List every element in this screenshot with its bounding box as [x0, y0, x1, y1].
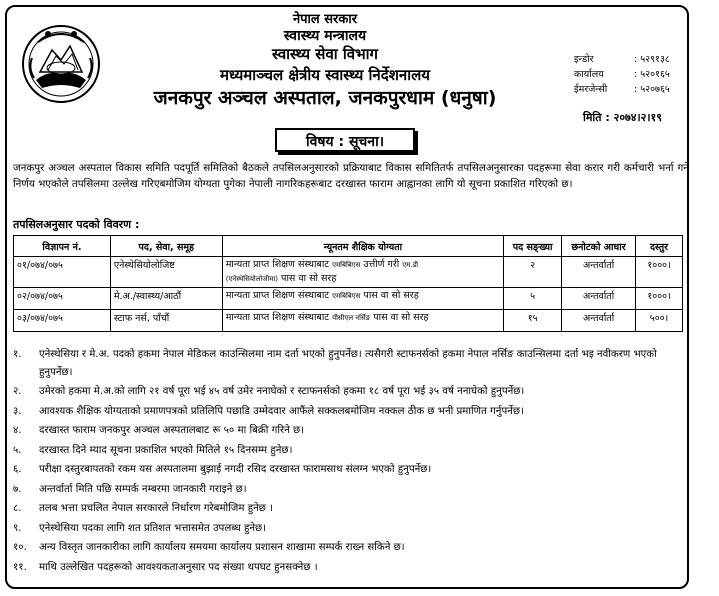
cell-ad-no: ०३/०७४/०७५	[14, 310, 111, 332]
subject-box: विषय : सूचना।	[275, 128, 415, 152]
col-fee: दस्तुर	[636, 236, 683, 257]
item-number: ५.	[13, 444, 22, 456]
qual-text: पास वा सो सरह	[363, 290, 419, 301]
cell-count: ५	[504, 288, 562, 310]
item-number: ११.	[13, 561, 27, 573]
list-item	[13, 346, 689, 382]
qual-degree: एमबिबिएस	[332, 261, 361, 269]
department-title: स्वास्थ्य सेवा विभाग	[272, 45, 378, 63]
cell-fee: ५००।	[636, 310, 683, 332]
qual-degree: एमबिबिएस	[332, 292, 361, 300]
contact-value: : ५२०१६५	[634, 69, 670, 80]
cell-post: मे.अ./स्वास्थ्य/आठौं	[110, 288, 222, 310]
col-count: पद सङ्ख्या	[504, 236, 562, 257]
item-text: उमेरको हकमा मे.अ.को लागि २१ वर्ष पूरा भई ४५ वर्ष उमेर ननाघेको र स्टाफनर्सको हकमा १८ वर्ष पूरा भई ३५ वर्ष ननाघेको हुनुपर्नेछ।	[39, 386, 525, 397]
contact-numbers	[574, 52, 670, 97]
col-post: पद, सेवा, समूह	[110, 236, 222, 257]
contact-label: ईमरजेन्सी	[574, 84, 608, 95]
item-number: २.	[13, 386, 22, 397]
item-text: अन्य विस्तृत जानकारीका लागि कार्यालय समयमा कार्यालय प्रशासन शाखामा सम्पर्क राख्न सकिने छ।	[39, 542, 405, 553]
qual-text: उत्तीर्ण गरी	[363, 259, 400, 270]
nepal-emblem-icon	[18, 22, 104, 104]
cell-count: १५	[504, 310, 562, 332]
item-text: अन्तर्वार्ता मिति पछि सम्पर्क नम्बरमा जानकारी गराइने छ।	[39, 483, 247, 495]
col-qualification: न्यूनतम शैक्षिक योग्यता	[222, 236, 503, 257]
cell-fee: १०००।	[636, 288, 683, 310]
item-text: दरखास्त दिने म्याद सूचना प्रकाशित भएको मितिले १५ दिनसम्म हुनेछ।	[39, 444, 293, 456]
table-row	[14, 310, 683, 332]
cell-post: स्टाफ नर्स, पाँचौं	[110, 310, 222, 332]
conditions-list	[13, 346, 689, 577]
table-title: तपसिलअनुसार पदको विवरण :	[13, 218, 140, 231]
qual-text: पास वा सो सरह	[281, 273, 337, 284]
contact-value: : ५२०७६५	[634, 84, 670, 95]
cell-fee: १०००।	[636, 257, 683, 288]
qual-degree: पीसीएल नर्सिङ	[332, 314, 371, 322]
contact-emergency	[574, 82, 670, 97]
cell-count: २	[504, 257, 562, 288]
qual-degree: (एनेस्थेसियोलोजीमा)	[225, 275, 279, 283]
intro-paragraph: जनकपुर अञ्चल अस्पताल विकास समिति पदपूर्ति समितिको बैठकले तपसिलअनुसारको प्रक्रियाबाट विकास समितितर्फ तपसिलअनुसारका पदहरूमा सेवा करार गरी कर्मचारी भर्ना गर्ने निर्णय भएकोले तपसिलमा उल्लेख गरिएबमोजिम योग्यता पुगेका नेपाली नागरिकहरूबाट दरखास्त फाराम आह्वानका लागि यो सूचना प्रकाशित गरिएको छ।	[13, 162, 689, 190]
item-text: आवश्यक शैक्षिक योग्यताको प्रमाणपत्रको प्रतिलिपि पछाडि उम्मेदवार आफैंले सक्कलबमोजिम नक्कल ठीक छ भनी प्रमाणित गर्नुपर्नेछ।	[39, 405, 524, 417]
list-item	[13, 538, 689, 558]
cell-qualification	[222, 310, 503, 332]
hospital-title: जनकपुर अञ्चल अस्पताल, जनकपुरधाम (धनुषा)	[153, 87, 497, 109]
list-item	[13, 421, 689, 441]
qual-degree: एम.डी	[402, 261, 419, 269]
cell-basis: अन्तर्वार्ता	[562, 257, 636, 288]
item-text: दरखास्त फाराम जनकपुर अञ्चल अस्पतालबाट रू ५० मा बिक्री गरिने छ।	[39, 425, 305, 436]
list-item	[13, 480, 689, 500]
ministry-title: स्वास्थ्य मन्त्रालय	[283, 28, 367, 44]
list-item	[13, 499, 689, 519]
item-number: ७.	[13, 483, 22, 495]
cell-qualification	[222, 257, 503, 288]
qual-text: पास वा सो सरह	[373, 312, 429, 323]
item-text: एनेस्थेसिया र मे.अ. पदको हकमा नेपाल मेडिकल काउन्सिलमा नाम दर्ता भएको हुनुपर्नेछ। त्यसैगरी स्टाफनर्सको हकमा नेपाल नर्सिङ काउन्सिलमा दर्ता भइ नवीकरण भएको हुनुपर्नेछ।	[39, 349, 657, 378]
contact-office	[574, 67, 670, 82]
col-basis: छनोटको आधार	[562, 236, 636, 257]
government-title: नेपाल सरकार	[292, 12, 358, 27]
table-row	[14, 257, 683, 288]
contact-label: कार्यालय	[574, 69, 604, 80]
item-text: तलब भत्ता प्रचलित नेपाल सरकारले निर्धारण गरेबमोजिम हुनेछ ।	[39, 503, 274, 514]
cell-basis: अन्तर्वार्ता	[562, 288, 636, 310]
contact-label: इन्डोर	[574, 54, 594, 65]
item-number: १०.	[13, 542, 27, 553]
qual-text: मान्यता प्राप्त शिक्षण संस्थाबाट	[225, 259, 330, 270]
item-number: ४.	[13, 425, 22, 436]
item-number: ६.	[13, 464, 22, 475]
table-row	[14, 288, 683, 310]
list-item	[13, 558, 689, 578]
contact-indoor	[574, 52, 670, 67]
contact-value: : ५२९१३८	[634, 54, 670, 65]
cell-basis: अन्तर्वार्ता	[562, 310, 636, 332]
qual-text: मान्यता प्राप्त शिक्षण संस्थाबाट	[225, 312, 330, 323]
list-item	[13, 402, 689, 422]
cell-ad-no: ०१/०७४/०७५	[14, 257, 111, 288]
cell-qualification	[222, 288, 503, 310]
item-number: ८.	[13, 503, 22, 514]
item-text: परीक्षा दस्तुरबापतको रकम यस अस्पतालमा बुझाई नगदी रसिद दरखास्त फारामसाथ संलग्न भएको हुनुपर्नेछ।	[39, 464, 432, 475]
cell-post: एनेस्थेसियोलोजिष्ट	[110, 257, 222, 288]
notice-date: मिति : २०७४।२।१९	[583, 111, 662, 124]
list-item	[13, 460, 689, 480]
cell-ad-no: ०२/०७४/०७५	[14, 288, 111, 310]
item-number: ३.	[13, 405, 22, 417]
item-text: माथि उल्लेखित पदहरूको आवश्यकताअनुसार पद संख्या थपघट हुनसक्नेछ ।	[39, 561, 318, 573]
list-item	[13, 382, 689, 402]
posts-table	[13, 235, 683, 332]
list-item	[13, 519, 689, 539]
list-item	[13, 441, 689, 461]
item-number: ९.	[13, 522, 22, 534]
col-ad-no: विज्ञापन नं.	[14, 236, 111, 257]
qual-text: मान्यता प्राप्त शिक्षण संस्थाबाट	[225, 290, 330, 301]
table-header-row	[14, 236, 683, 257]
directorate-title: मध्यमाञ्चल क्षेत्रीय स्वास्थ्य निर्देशनालय	[220, 66, 430, 84]
item-text: एनेस्थेसिया पदका लागि शत प्रतिशत भत्तासमेत उपलब्ध हुनेछ।	[39, 522, 267, 534]
item-number: १.	[13, 349, 22, 360]
